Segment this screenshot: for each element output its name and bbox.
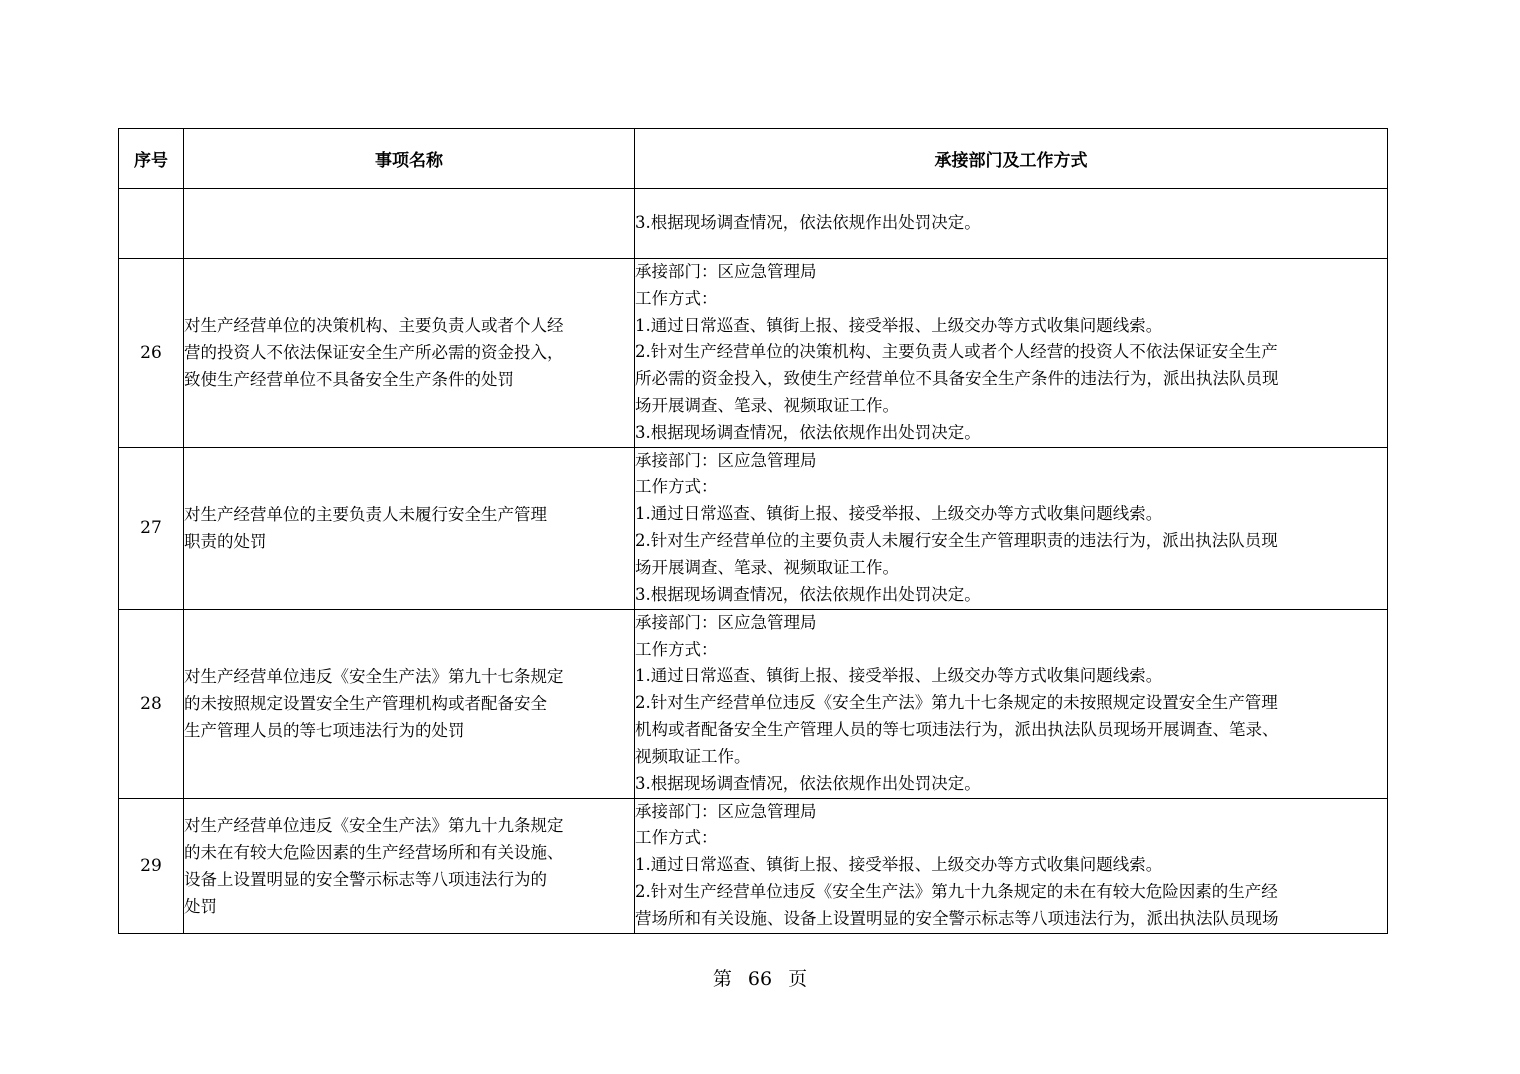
dept-line: 场开展调查、笔录、视频取证工作。 bbox=[635, 557, 899, 577]
dept-line: 2.针对生产经营单位违反《安全生产法》第九十九条规定的未在有较大危险因素的生产经 bbox=[635, 881, 1278, 901]
dept-line: 机构或者配备安全生产管理人员的等七项违法行为，派出执法队员现场开展调查、笔录、 bbox=[635, 719, 1279, 739]
dept-line: 工作方式： bbox=[635, 477, 718, 497]
header-department-method: 承接部门及工作方式 bbox=[635, 129, 1388, 189]
item-name-line: 营的投资人不依法保证安全生产所必需的资金投入， bbox=[184, 343, 564, 363]
table-header-row bbox=[119, 129, 1388, 189]
item-name bbox=[184, 447, 635, 609]
dept-line: 所必需的资金投入，致使生产经营单位不具备安全生产条件的违法行为，派出执法队员现 bbox=[635, 369, 1279, 389]
table-row-continuation bbox=[119, 189, 1388, 259]
items-table bbox=[118, 128, 1388, 934]
item-name-line: 对生产经营单位违反《安全生产法》第九十七条规定 bbox=[184, 667, 564, 687]
dept-line: 承接部门：区应急管理局 bbox=[635, 262, 817, 281]
continuation-number bbox=[119, 189, 184, 259]
item-name-line: 对生产经营单位的主要负责人未履行安全生产管理 bbox=[184, 505, 547, 525]
table-row bbox=[119, 609, 1388, 798]
item-name-line: 对生产经营单位的决策机构、主要负责人或者个人经 bbox=[184, 316, 564, 336]
dept-line: 承接部门：区应急管理局 bbox=[635, 612, 817, 632]
item-name bbox=[184, 609, 635, 798]
item-name-line: 的未在有较大危险因素的生产经营场所和有关设施、 bbox=[184, 842, 564, 862]
dept-line: 工作方式： bbox=[635, 288, 718, 308]
dept-line: 3.根据现场调查情况，依法依规作出处罚决定。 bbox=[635, 422, 981, 442]
dept-line: 1.通过日常巡查、镇街上报、接受举报、上级交办等方式收集问题线索。 bbox=[635, 666, 1163, 686]
dept-line: 2.针对生产经营单位的主要负责人未履行安全生产管理职责的违法行为，派出执法队员现 bbox=[635, 531, 1278, 551]
dept-line: 工作方式： bbox=[635, 639, 718, 659]
dept-line: 2.针对生产经营单位违反《安全生产法》第九十七条规定的未按照规定设置安全生产管理 bbox=[635, 693, 1278, 713]
item-name-line: 致使生产经营单位不具备安全生产条件的处罚 bbox=[184, 370, 514, 390]
table-row bbox=[119, 798, 1388, 933]
dept-line: 场开展调查、笔录、视频取证工作。 bbox=[635, 395, 899, 415]
page-footer bbox=[0, 964, 1520, 991]
item-name-line: 生产管理人员的等七项违法行为的处罚 bbox=[184, 721, 465, 741]
dept-line: 2.针对生产经营单位的决策机构、主要负责人或者个人经营的投资人不依法保证安全生产 bbox=[635, 342, 1278, 362]
dept-line: 3.根据现场调查情况，依法依规作出处罚决定。 bbox=[635, 584, 981, 604]
dept-line: 1.通过日常巡查、镇街上报、接受举报、上级交办等方式收集问题线索。 bbox=[635, 504, 1163, 524]
continuation-name bbox=[184, 189, 635, 259]
item-name bbox=[184, 259, 635, 448]
dept-line: 3.根据现场调查情况，依法依规作出处罚决定。 bbox=[635, 213, 981, 233]
dept-line: 1.通过日常巡查、镇街上报、接受举报、上级交办等方式收集问题线索。 bbox=[635, 855, 1163, 875]
table-row bbox=[119, 259, 1388, 448]
dept-line: 视频取证工作。 bbox=[635, 746, 751, 766]
page-suffix: 页 bbox=[788, 968, 808, 990]
header-number: 序号 bbox=[119, 129, 184, 189]
page-number: 66 bbox=[747, 968, 773, 990]
dept-line: 3.根据现场调查情况，依法依规作出处罚决定。 bbox=[635, 773, 981, 793]
dept-method bbox=[635, 609, 1388, 798]
dept-line: 1.通过日常巡查、镇街上报、接受举报、上级交办等方式收集问题线索。 bbox=[635, 315, 1163, 335]
item-name bbox=[184, 798, 635, 933]
dept-method bbox=[635, 447, 1388, 609]
table-row bbox=[119, 447, 1388, 609]
dept-line: 承接部门：区应急管理局 bbox=[635, 801, 817, 821]
row-number: 27 bbox=[119, 447, 184, 609]
row-number: 29 bbox=[119, 798, 184, 933]
item-name-line: 的未按照规定设置安全生产管理机构或者配备安全 bbox=[184, 694, 547, 714]
dept-line: 营场所和有关设施、设备上设置明显的安全警示标志等八项违法行为，派出执法队员现场 bbox=[635, 908, 1279, 928]
item-name-line: 对生产经营单位违反《安全生产法》第九十九条规定 bbox=[184, 815, 564, 835]
dept-line: 工作方式： bbox=[635, 828, 718, 848]
dept-method bbox=[635, 798, 1388, 933]
header-item-name: 事项名称 bbox=[184, 129, 635, 189]
item-name-line: 设备上设置明显的安全警示标志等八项违法行为的 bbox=[184, 869, 547, 889]
page-prefix: 第 bbox=[712, 968, 732, 990]
item-name-line: 处罚 bbox=[184, 896, 217, 916]
dept-line: 承接部门：区应急管理局 bbox=[635, 450, 817, 470]
dept-method bbox=[635, 259, 1388, 448]
continuation-dept bbox=[635, 189, 1388, 259]
row-number: 26 bbox=[119, 259, 184, 448]
row-number: 28 bbox=[119, 609, 184, 798]
item-name-line: 职责的处罚 bbox=[184, 532, 267, 552]
